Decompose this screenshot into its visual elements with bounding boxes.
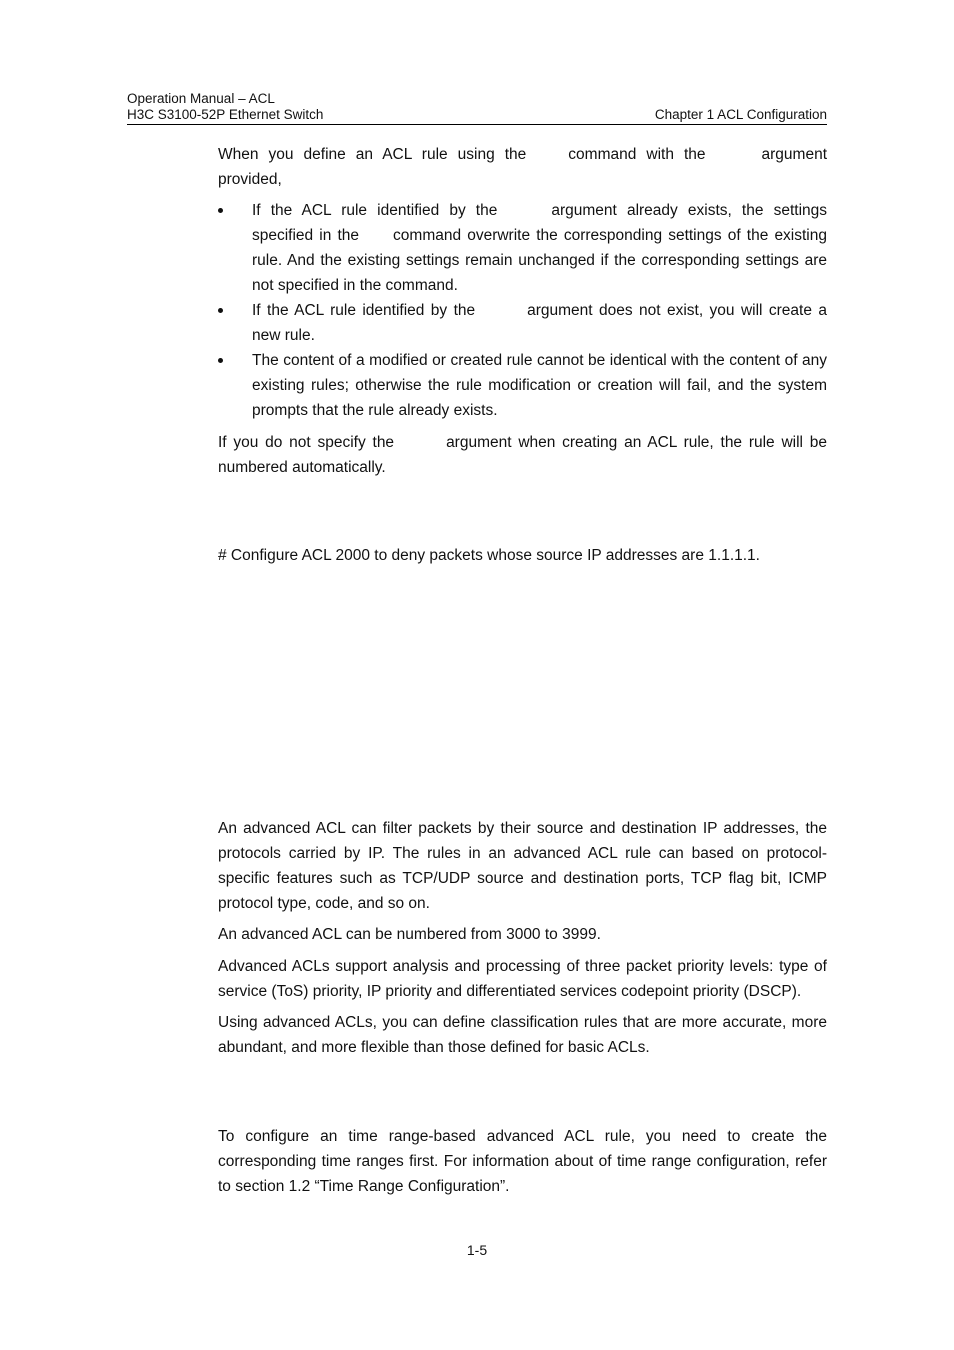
chapter-title: Chapter 1 ACL Configuration [654,107,827,122]
bullet-text: The content of a modified or created rule cannot be identical with the content of any existing rules; otherwise the rule modification or creation will fail, and the system prompts that the rule already exists. [252,352,827,419]
bullet1-text-2: argument already exists, the settings specified in the [252,202,828,244]
intro-text-2: command with the [568,146,706,163]
page-number: 1-5 [466,1242,488,1258]
product-name: H3C S3100-52P Ethernet Switch [127,107,324,122]
bullet-text [252,298,827,348]
bullet-icon [218,308,223,313]
intro-text-1: When you define an ACL rule using the [218,146,527,163]
bullet-text [252,198,827,298]
advanced-acl-priority: Advanced ACLs support analysis and processing of three packet priority levels: type of service (ToS) priority, IP priority and differentiated services codepoint priority (DSCP). [218,958,827,1000]
bullet1-text-1: If the ACL rule identified by the [252,202,498,219]
bullet2-text-1: If the ACL rule identified by the [252,302,476,319]
advanced-acl-range: An advanced ACL can be numbered from 3000 to 3999. [218,926,601,943]
auto-number-text-2: argument when creating an ACL rule, the rule will be numbered automatically. [218,434,827,476]
bullet-icon [218,208,223,213]
auto-number-text-1: If you do not specify the [218,434,395,451]
intro-text-3: argument provided, [218,146,827,188]
bullet-icon [218,358,223,363]
time-range-paragraph: To configure an time range-based advanced ACL rule, you need to create the corresponding time ranges first. For information about of time range configuration, refer to section 1.2 “Time Range Configuration”. [218,1128,827,1195]
advanced-acl-benefits: Using advanced ACLs, you can define classification rules that are more accurate, more abundant, and more flexible than those defined for basic ACLs. [218,1014,827,1056]
header-divider [127,124,827,125]
manual-title: Operation Manual – ACL [127,91,275,106]
advanced-acl-paragraph: An advanced ACL can filter packets by their source and destination IP addresses, the protocols carried by IP. The rules in an advanced ACL rule can based on protocol-specific features such as TCP/UDP source and destination ports, TCP flag bit, ICMP protocol type, code, and so on. [218,820,827,912]
auto-number-paragraph [218,430,827,480]
bullet1-text-3: command overwrite the corresponding settings of the existing rule. And the existing settings remain unchanged if the corresponding settings are not specified in the command. [252,227,827,294]
intro-paragraph [218,142,827,192]
example-paragraph: # Configure ACL 2000 to deny packets whose source IP addresses are 1.1.1.1. [218,547,760,564]
bullet2-text-2: argument does not exist, you will create a new rule. [252,302,827,344]
